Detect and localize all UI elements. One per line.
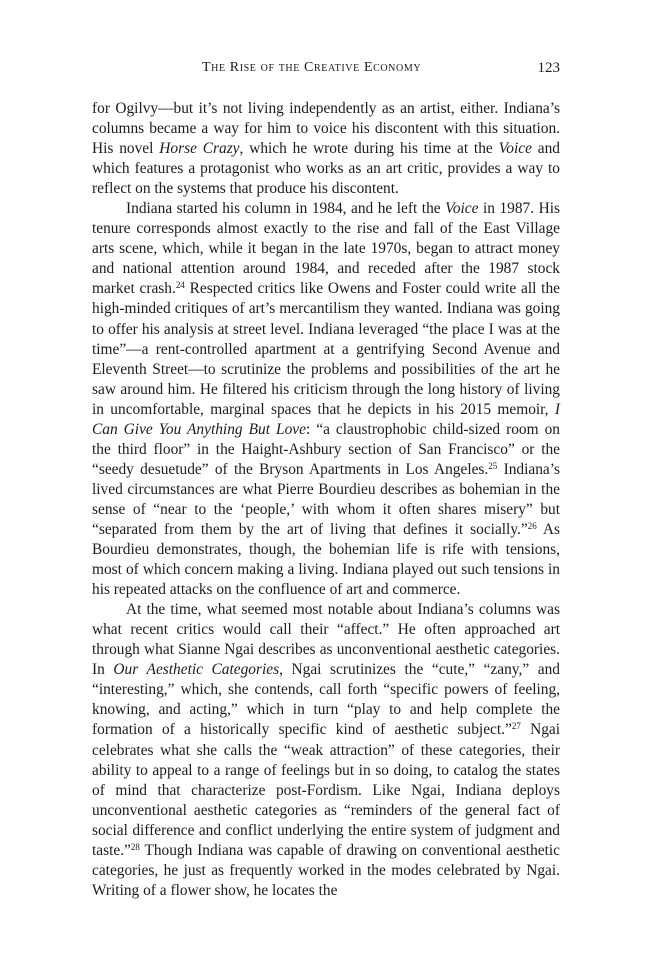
page-number: 123: [537, 60, 560, 76]
text-run: , Ngai scrutinizes the “cute,” “zany,” and “interesting,” which, she contends, call forth “specific powers of feeling, knowing, and acting,” which in turn “play to and help complete the formation of a historically specific kind of aesthetic subject.”: [92, 661, 560, 739]
text-run: At the time, what seemed most notable about Indiana’s columns was what recent critics would call their “affect.” He often approached art through what Sianne Ngai describes as unconventional aesthetic categories. In: [92, 601, 560, 679]
footnote-ref: 26: [527, 520, 537, 531]
paragraph: [92, 199, 560, 600]
body-text: [92, 99, 560, 901]
running-head: [92, 60, 560, 82]
text-run: Indiana started his column in 1984, and he left the: [126, 200, 446, 218]
italic-title: Voice: [445, 200, 479, 218]
text-run: in 1987. His tenure corresponds almost exactly to the rise and fall of the East Village arts scene, which, while it began in the late 1970s, began to attract money and national attention around 1984, and receded after the 1987 stock market crash.: [92, 200, 561, 298]
text-run: Though Indiana was capable of drawing on conventional aesthetic categories, he just as frequently worked in the modes celebrated by Ngai. Writing of a flower show, he locates the: [92, 841, 560, 899]
text-run: , which he wrote during his time at the: [239, 140, 499, 158]
text-run: Respected critics like Owens and Foster could write all the high-minded critiques of art’s mercantilism they wanted. Indiana was going to offer his analysis at street level. Indiana leveraged “the place I was at the time”—a rent-controlled apartment at a gentrifying Second Avenue and Eleventh Street—to scrutinize the problems and possibilities of the art he saw around him. He filtered his criticism through the long history of living in uncomfortable, marginal spaces that he depicts in his 2015 memoir,: [92, 280, 560, 418]
text-run: for Ogilvy—but it’s not living independently as an artist, either. Indiana’s columns became a way for him to voice his discontent with this situation. His novel: [92, 100, 560, 158]
footnote-ref: 24: [175, 280, 185, 291]
italic-title: Voice: [498, 140, 532, 158]
text-run: Indiana’s lived circumstances are what Pierre Bourdieu describes as bohemian in the sense of “near to the ‘people,’ with whom it often shares misery” but “separated from them by the art of living that defines it socially.”: [92, 460, 561, 538]
text-run: Ngai celebrates what she calls the “weak attraction” of these categories, their ability to appeal to a range of feelings but in so doing, to catalog the states of mind that characterize post-Fordism. Like Ngai, Indiana deploys unconventional aesthetic categories as “reminders of the general fact of social difference and conflict underlying the entire system of judgment and taste.”: [92, 721, 561, 859]
text-run: As Bourdieu demonstrates, though, the bohemian life is rife with tensions, most of which concern making a living. Indiana played out such tensions in his repeated attacks on the confluence of art and commerce.: [92, 520, 560, 599]
footnote-ref: 25: [488, 460, 498, 471]
italic-title: I Can Give You Anything But Love: [92, 400, 560, 438]
footnote-ref: 28: [130, 841, 140, 852]
text-run: : “a claustrophobic child-sized room on the third floor” in the Haight-Ashbury section of San Francisco” or the “seedy desuetude” of the Bryson Apartments in Los Angeles.: [92, 420, 560, 478]
italic-title: Our Aesthetic Categories: [113, 661, 280, 679]
italic-title: Horse Crazy: [159, 140, 240, 158]
paragraph: [92, 600, 560, 901]
paragraph: [92, 99, 560, 199]
running-title: The Rise of the Creative Economy: [202, 60, 422, 75]
text-run: and which features a protagonist who works as an art critic, provides a way to reflect on the systems that produce his discontent.: [92, 140, 560, 198]
footnote-ref: 27: [511, 721, 521, 732]
